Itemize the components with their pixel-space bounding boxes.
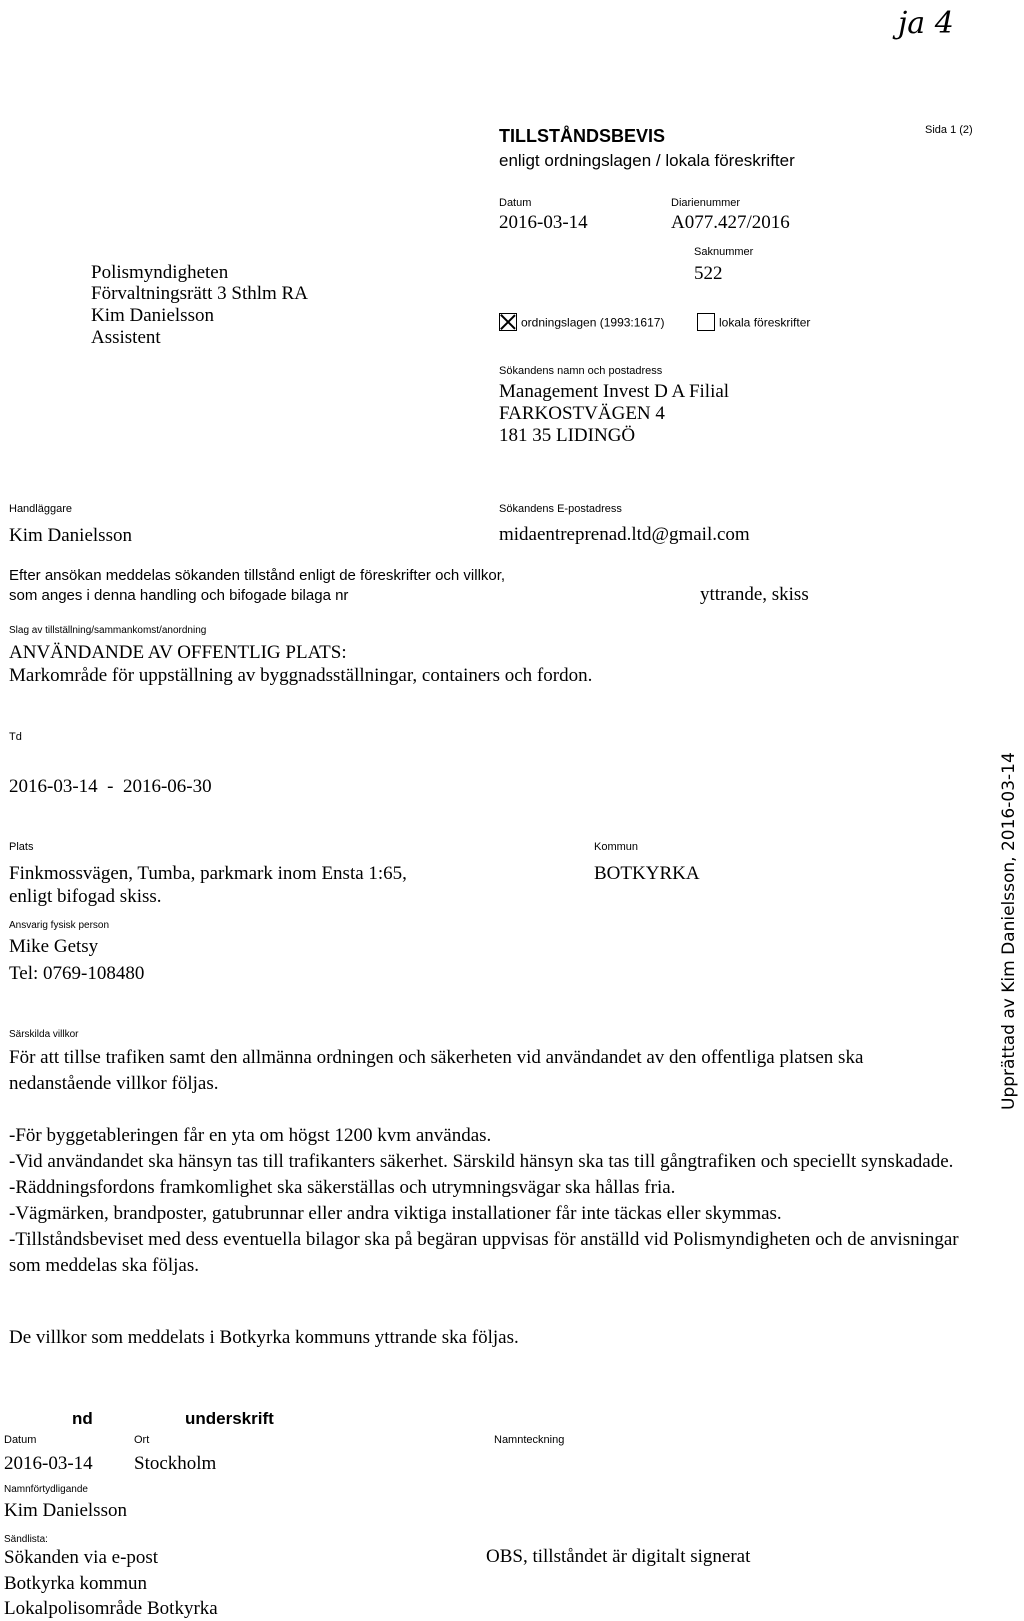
permit-type-label: Slag av tillställning/sammankomst/anordning	[9, 625, 207, 636]
distribution-item: Sökanden via e-post	[4, 1547, 159, 1568]
signature-heading-b: underskrift	[185, 1409, 274, 1428]
document-subtitle: enligt ordningslagen / lokala föreskrifter	[499, 151, 795, 170]
distribution-item: Botkyrka kommun	[4, 1573, 148, 1594]
handwritten-mark: ja 4	[898, 6, 954, 41]
date-value: 2016-03-14	[499, 212, 588, 233]
distribution-label: Sändlista:	[4, 1534, 48, 1545]
condition-item: -Vid användandet ska hänsyn tas till trafikanters säkerhet. Särskild hänsyn ska tas till gångtrafiken och speciellt synskadade.	[9, 1151, 954, 1172]
applicant-label: Sökandens namn och postadress	[499, 365, 663, 377]
distribution-item: Lokalpolisområde Botkyrka	[4, 1598, 218, 1619]
grant-text-line1: Efter ansökan meddelas sökanden tillstånd enligt de föreskrifter och villkor,	[9, 567, 506, 584]
municipality-label: Kommun	[594, 841, 639, 853]
diary-value: A077.427/2016	[671, 212, 790, 233]
checkbox-ordningslagen	[499, 313, 664, 331]
signature-place-label: Ort	[134, 1434, 150, 1446]
handler-name: Kim Danielsson	[9, 525, 132, 546]
period-label: Td	[9, 731, 22, 743]
digital-signature-note: OBS, tillståndet är digitalt signerat	[486, 1546, 751, 1567]
responsible-label: Ansvarig fysisk person	[9, 920, 110, 931]
conditions-intro: För att tillse trafiken samt den allmänna ordningen och säkerheten vid användandet av den offentliga platsen ska nedanstående villkor följas.	[9, 1047, 864, 1094]
applicant-street: FARKOSTVÄGEN 4	[499, 403, 665, 424]
checkbox-checked-icon	[499, 313, 517, 331]
handler-label: Handläggare	[9, 503, 72, 515]
date-label: Datum	[499, 197, 532, 209]
authority-unit: Förvaltningsrätt 3 Sthlm RA	[91, 283, 308, 304]
applicant-city: 181 35 LIDINGÖ	[499, 425, 636, 446]
checkbox-ordningslagen-label: ordningslagen (1993:1617)	[521, 315, 665, 330]
diary-label: Diarienummer	[671, 197, 741, 209]
clarification-name: Kim Danielsson	[4, 1500, 127, 1521]
checkbox-empty-icon	[697, 313, 715, 331]
checkbox-lokala-label: lokala föreskrifter	[719, 315, 811, 330]
signature-date-label: Datum	[4, 1434, 37, 1446]
authority-officer: Kim Danielsson	[91, 305, 214, 326]
responsible-phone: Tel: 0769-108480	[9, 963, 145, 984]
email-value: midaentreprenad.ltd@gmail.com	[499, 524, 750, 545]
case-value: 522	[694, 263, 723, 284]
condition-item: -Tillståndsbeviset med dess eventuella bilagor ska på begäran uppvisas för anställd vid Polismyndigheten och de anvisningar som meddelas ska följas.	[9, 1229, 959, 1276]
conditions-closing: De villkor som meddelats i Botkyrka kommuns yttrande ska följas.	[9, 1327, 519, 1348]
conditions-list	[9, 1123, 969, 1279]
permit-type-description: Markområde för uppställning av byggnadsställningar, containers och fordon.	[9, 665, 593, 686]
place-line2: enligt bifogad skiss.	[9, 886, 162, 907]
grant-text-line2: som anges i denna handling och bifogade bilaga nr	[9, 587, 349, 604]
page-number: Sida 1 (2)	[925, 124, 973, 136]
responsible-name: Mike Getsy	[9, 936, 99, 957]
clarification-label: Namnförtydligande	[4, 1484, 88, 1495]
condition-item: -Vägmärken, brandposter, gatubrunnar eller andra viktiga installationer får inte täckas eller skymmas.	[9, 1203, 782, 1224]
signature-place: Stockholm	[134, 1453, 217, 1474]
attachments-value: yttrande, skiss	[700, 584, 809, 605]
municipality-value: BOTKYRKA	[594, 863, 700, 884]
case-label: Saknummer	[694, 246, 754, 258]
signature-date: 2016-03-14	[4, 1453, 93, 1474]
condition-item: -Räddningsfordons framkomlighet ska säkerställas och utrymningsvägar ska hållas fria.	[9, 1177, 676, 1198]
email-label: Sökandens E-postadress	[499, 503, 622, 515]
permit-type-title: ANVÄNDANDE AV OFFENTLIG PLATS:	[9, 642, 347, 663]
document-title: TILLSTÅNDSBEVIS	[499, 126, 666, 146]
signature-sign-label: Namnteckning	[494, 1434, 565, 1446]
side-stamp: Upprättad av Kim Danielsson, 2016-03-14	[999, 752, 1019, 1110]
conditions-label: Särskilda villkor	[9, 1029, 79, 1040]
applicant-name: Management Invest D A Filial	[499, 381, 730, 402]
authority-role: Assistent	[91, 327, 161, 348]
place-label: Plats	[9, 841, 34, 853]
checkbox-lokala	[697, 313, 810, 331]
signature-heading-a: nd	[72, 1409, 93, 1428]
period-value: 2016-03-14 - 2016-06-30	[9, 776, 212, 797]
condition-item: -För byggetableringen får en yta om högst 1200 kvm användas.	[9, 1125, 492, 1146]
place-line1: Finkmossvägen, Tumba, parkmark inom Ensta 1:65,	[9, 863, 407, 884]
authority-name: Polismyndigheten	[91, 262, 229, 283]
